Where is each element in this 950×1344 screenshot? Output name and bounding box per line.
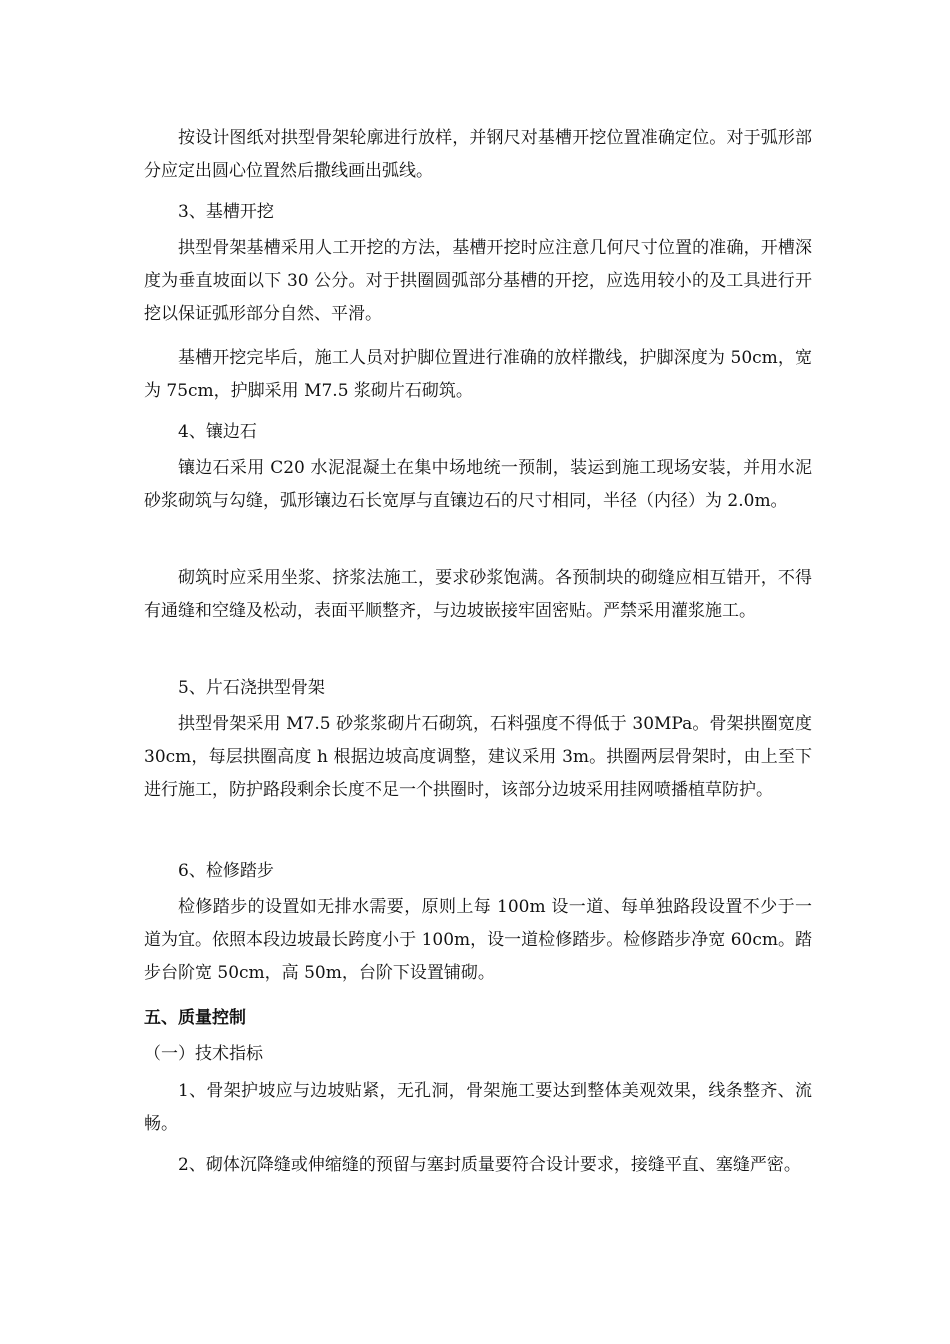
heading-edge-stone: 4、镶边石 bbox=[178, 422, 257, 442]
paragraph-edge-stone-precast: 镶边石采用 C20 水泥混凝土在集中场地统一预制，装运到施工现场安装，并用水泥砂浆砌筑与勾缝，弧形镶边石长宽厚与直镶边石的尺寸相同，半径（内径）为 2.0m。 bbox=[144, 458, 812, 511]
paragraph-inspection-steps: 检修踏步的设置如无排水需要，原则上每 100m 设一道、每单独路段设置不少于一道为宜。依照本段边坡最长跨度小于 100m，设一道检修踏步。检修踏步净宽 60cm。踏步台阶宽 50cm，高 50m，台阶下设置铺砌。 bbox=[144, 897, 812, 983]
list-item-joint-sealing: 2、砌体沉降缝或伸缩缝的预留与塞封质量要符合设计要求，接缝平直、塞缝严密。 bbox=[178, 1155, 801, 1175]
paragraph-arch-frame: 拱型骨架采用 M7.5 砂浆浆砌片石砌筑，石料强度不得低于 30MPa。骨架拱圈宽度 30cm，每层拱圈高度 h 根据边坡高度调整，建议采用 3m。拱圈两层骨架时，由上至下进行施工，防护路段剩余长度不足一个拱圈时，该部分边坡采用挂网喷播植草防护。 bbox=[144, 714, 812, 800]
paragraph-toe-wall: 基槽开挖完毕后，施工人员对护脚位置进行准确的放样撒线，护脚深度为 50cm，宽为 75cm，护脚采用 M7.5 浆砌片石砌筑。 bbox=[144, 348, 812, 401]
subsection-technical-indicators: （一）技术指标 bbox=[144, 1044, 263, 1064]
heading-trench-excavation: 3、基槽开挖 bbox=[178, 202, 274, 222]
list-item-frame-contact: 1、骨架护坡应与边坡贴紧，无孔洞，骨架施工要达到整体美观效果，线条整齐、流畅。 bbox=[144, 1081, 812, 1134]
paragraph-layout-setting: 按设计图纸对拱型骨架轮廓进行放样，并钢尺对基槽开挖位置准确定位。对于弧形部分应定出圆心位置然后撒线画出弧线。 bbox=[144, 128, 812, 181]
heading-inspection-steps: 6、检修踏步 bbox=[178, 861, 274, 881]
heading-arch-frame: 5、片石浇拱型骨架 bbox=[178, 678, 325, 698]
paragraph-trench-method: 拱型骨架基槽采用人工开挖的方法，基槽开挖时应注意几何尺寸位置的准确，开槽深度为垂直坡面以下 30 公分。对于拱圈圆弧部分基槽的开挖，应选用较小的及工具进行开挖以保证弧形部分自然、平滑。 bbox=[144, 238, 812, 324]
section-title-quality-control: 五、质量控制 bbox=[144, 1008, 246, 1028]
paragraph-masonry-method: 砌筑时应采用坐浆、挤浆法施工，要求砂浆饱满。各预制块的砌缝应相互错开，不得有通缝和空缝及松动，表面平顺整齐，与边坡嵌接牢固密贴。严禁采用灌浆施工。 bbox=[144, 568, 812, 621]
